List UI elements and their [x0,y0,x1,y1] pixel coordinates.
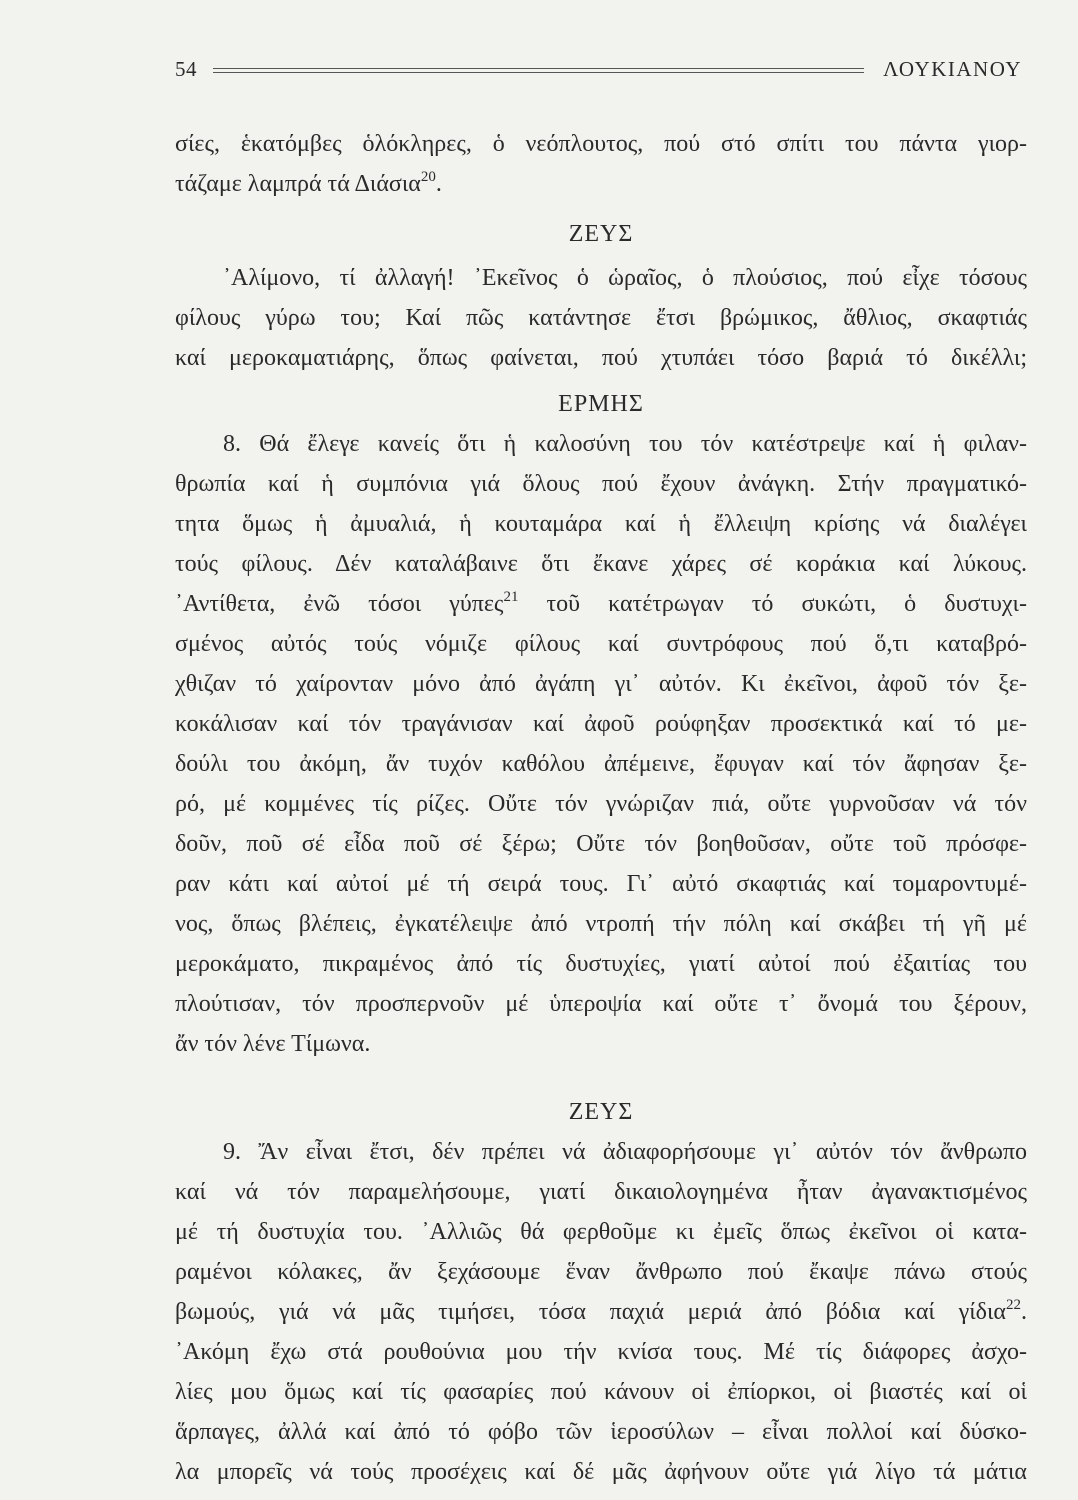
text-line: τούς φίλους. Δέν καταλάβαινε ὅτι ἔκανε χάρες σέ κοράκια καί λύκους. [175,551,1027,577]
text-line: πλούτισαν, τόν προσπερνοῦν μέ ὑπεροψία καί οὔτε τ᾿ ὄνομά του ξέρουν, [175,991,1027,1017]
text-line: δούλι του ἀκόμη, ἄν τυχόν καθόλου ἀπέμεινε, ἔφυγαν καί τόν ἄφησαν ξε- [175,751,1027,777]
text-line [175,164,1027,204]
text-line: νος, ὅπως βλέπεις, ἐγκατέλειψε ἀπό ντροπή τήν πόλη καί σκάβει τή γῆ μέ [175,911,1027,937]
text-line: 9. Ἄν εἶναι ἔτσι, δέν πρέπει νά ἀδιαφορήσουμε γι᾿ αὐτόν τόν ἄνθρωπο [223,1139,1027,1165]
speaker-heading: ΖΕΥΣ [568,1099,634,1125]
text-line: καί μεροκαματιάρης, ὅπως φαίνεται, πού χτυπάει τόσο βαριά τό δικέλλι; [175,345,1027,371]
text-line: μεροκάματο, πικραμένος ἀπό τίς δυστυχίες, γιατί αὐτοί πού ἐξαιτίας του [175,951,1027,977]
text-line: ἄν τόν λένε Τίμωνα. [175,1031,371,1057]
text-line: κοκάλισαν καί τόν τραγάνισαν καί ἀφοῦ ρούφηξαν προσεκτικά καί τό με- [175,711,1027,737]
speaker-heading: ΕΡΜΗΣ [558,391,644,417]
text-line [175,1292,1027,1332]
body-text [175,124,1027,1492]
text-line: χθιζαν τό χαίρονταν μόνο ἀπό ἀγάπη γι᾿ αὐτόν. Κι ἐκεῖνοι, ἀφοῦ τόν ξε- [175,671,1027,697]
text-line: ᾿Αλίμονο, τί ἀλλαγή! ᾿Εκεῖνος ὁ ὡραῖος, ὁ πλούσιος, πού εἶχε τόσους [223,265,1027,291]
speaker-heading: ΖΕΥΣ [568,221,634,247]
text-line: δοῦν, ποῦ σέ εἶδα ποῦ σέ ξέρω; Οὔτε τόν βοηθοῦσαν, οὔτε τοῦ πρόσφε- [175,831,1027,857]
text-segment: . [1021,1299,1027,1325]
text-line: καί νά τόν παραμελήσουμε, γιατί δικαιολογημένα ἦταν ἀγανακτισμένος [175,1179,1027,1205]
running-title: ΛΟΥΚΙΑΝΟΥ [883,57,1022,81]
text-segment: τάζαμε λαμπρά τά Διάσια [175,171,421,197]
text-segment: τοῦ κατέτρωγαν τό συκώτι, ὁ δυστυχι- [518,591,1027,617]
footnote-marker: 22 [1006,1297,1021,1313]
text-segment: βωμούς, γιά νά μᾶς τιμήσει, τόσα παχιά μεριά ἀπό βόδια καί γίδια [175,1299,1006,1325]
text-line: ἅρπαγες, ἀλλά καί ἀπό τό φόβο τῶν ἱεροσύλων – εἶναι πολλοί καί δύσκο- [175,1419,1027,1445]
text-line: λα μπορεῖς νά τούς προσέχεις καί δέ μᾶς ἀφήνουν οὔτε γιά λίγο τά μάτια [175,1459,1027,1485]
header-rule [213,68,864,73]
text-line: φίλους γύρω του; Καί πῶς κατάντησε ἔτσι βρώμικος, ἄθλιος, σκαφτιάς [175,305,1027,331]
text-line: λίες μου ὅμως καί τίς φασαρίες πού κάνουν οἱ ἐπίορκοι, οἱ βιαστές καί οἱ [175,1379,1027,1405]
text-line: θρωπία καί ἡ συμπόνια γιά ὅλους πού ἔχουν ἀνάγκη. Στήν πραγματικό- [175,471,1027,497]
text-line: ᾿Ακόμη ἔχω στά ρουθούνια μου τήν κνίσα τους. Μέ τίς διάφορες ἀσχο- [175,1339,1027,1365]
text-segment: ᾿Αντίθετα, ἐνῶ τόσοι γύπες [175,591,504,617]
text-line [175,584,1027,624]
text-segment: . [435,171,442,197]
text-line: σμένος αὐτός τούς νόμιζε φίλους καί συντρόφους πού ὅ,τι καταβρό- [175,631,1027,657]
text-line: τητα ὅμως ἡ ἀμυαλιά, ἡ κουταμάρα καί ἡ ἔλλειψη κρίσης νά διαλέγει [175,511,1027,537]
footnote-marker: 21 [503,589,519,605]
text-line: ραν κάτι καί αὐτοί μέ τή σειρά τους. Γι᾿ αὐτό σκαφτιάς καί τομαροντυμέ- [175,871,1027,897]
page-number: 54 [175,57,197,81]
running-head [175,55,1022,85]
text-line: 8. Θά ἔλεγε κανείς ὅτι ἡ καλοσύνη του τόν κατέστρεψε καί ἡ φιλαν- [223,431,1027,457]
text-line: ρό, μέ κομμένες τίς ρίζες. Οὔτε τόν γνώριζαν πιά, οὔτε γυρνοῦσαν νά τόν [175,791,1027,817]
footnote-marker: 20 [420,169,436,185]
text-line: σίες, ἑκατόμβες ὁλόκληρες, ὁ νεόπλουτος, πού στό σπίτι του πάντα γιορ- [175,131,1027,157]
text-line: μέ τή δυστυχία του. ᾿Αλλιῶς θά φερθοῦμε κι ἐμεῖς ὅπως ἐκεῖνοι οἱ κατα- [175,1219,1027,1245]
text-line: ραμένοι κόλακες, ἄν ξεχάσουμε ἕναν ἄνθρωπο πού ἔκαψε πάνω στούς [175,1259,1027,1285]
